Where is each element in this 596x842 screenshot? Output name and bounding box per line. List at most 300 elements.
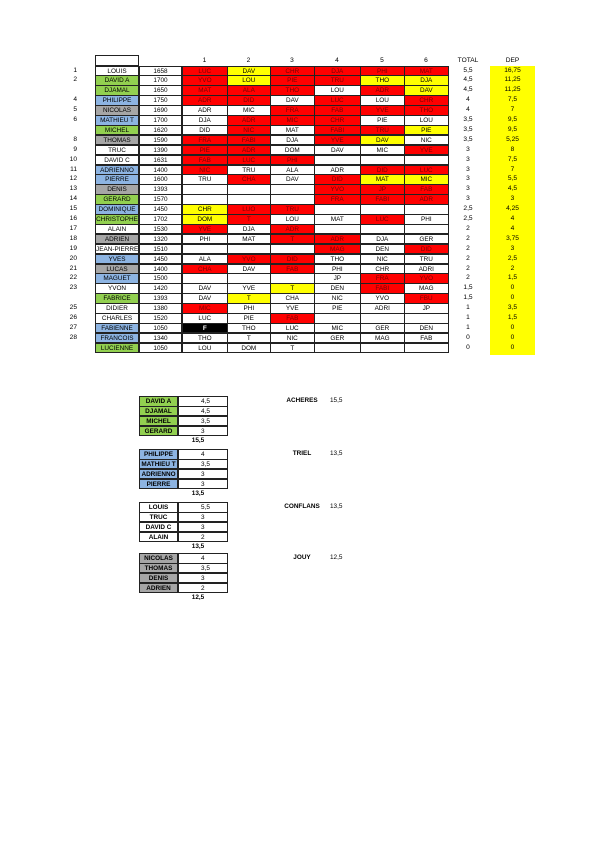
rank-number: 22 — [69, 274, 77, 282]
rank-number: 8 — [73, 135, 77, 143]
round-result — [404, 343, 449, 354]
dep-score: 4 — [510, 224, 515, 232]
round-header: 2 — [246, 56, 251, 64]
round-result: DAV — [404, 85, 449, 96]
rank-number: 19 — [69, 244, 77, 252]
round-result: ALA — [182, 254, 228, 265]
player-name: ALAIN — [95, 224, 139, 235]
dep-score: 1,5 — [507, 314, 518, 321]
rank-number: 6 — [73, 116, 77, 123]
round-result: FAB — [270, 264, 315, 275]
player-rating: 1320 — [139, 234, 182, 245]
player-name: FRANCOIS — [95, 333, 139, 344]
player-rating: 1340 — [139, 333, 182, 344]
team-member-name: DENIS — [139, 573, 178, 584]
round-result: F — [182, 323, 228, 334]
round-result: DJA — [182, 115, 228, 126]
total-points: 3,5 — [463, 125, 473, 133]
round-result: MAT — [404, 66, 449, 77]
rank-number: 28 — [69, 333, 77, 341]
dep-header: DEP — [505, 56, 520, 64]
team-member-score: 3,5 — [178, 459, 228, 470]
dep-score: 4,25 — [506, 205, 519, 213]
team-member-score: 3 — [178, 479, 228, 490]
round-result: TRU — [270, 204, 315, 215]
team-member-name: DAVID A — [139, 396, 178, 407]
player-name: DAVID C — [95, 155, 139, 166]
team-sum: 15,5 — [191, 437, 205, 445]
dep-score: 4,5 — [507, 185, 518, 193]
dep-score: 11,25 — [504, 76, 521, 84]
player-name: DOMINIQUE — [95, 204, 139, 215]
round-result: ADR — [270, 224, 315, 235]
round-result: MIC — [360, 145, 405, 156]
team-sum: 13,5 — [191, 543, 205, 551]
round-result: YVE — [360, 105, 405, 116]
team-member-score: 3 — [178, 469, 228, 480]
player-rating: 1380 — [139, 303, 182, 314]
player-rating: 1050 — [139, 343, 182, 354]
total-points: 2 — [466, 244, 470, 252]
team-member-name: ALAIN — [139, 532, 178, 543]
round-result: FABI — [314, 125, 361, 136]
player-rating: 1658 — [139, 66, 182, 77]
total-points: 3 — [466, 195, 470, 203]
round-result: DJA — [270, 135, 315, 146]
round-result: T — [227, 293, 271, 304]
team-member-score: 4,5 — [178, 396, 228, 407]
total-points: 1,5 — [463, 284, 473, 292]
round-result: DAV — [270, 95, 315, 106]
round-result: YVE — [314, 135, 361, 146]
player-rating: 1570 — [139, 194, 182, 205]
round-result: DJA — [360, 234, 405, 245]
rank-number: 25 — [69, 304, 77, 312]
team-member-score: 3,5 — [178, 563, 228, 574]
round-result: FRA — [270, 105, 315, 116]
round-result: YVO — [360, 293, 405, 304]
team-sum: 12,5 — [191, 594, 205, 602]
total-points: 3 — [466, 165, 470, 173]
round-result: T — [270, 343, 315, 354]
round-result: DAV — [360, 135, 405, 146]
player-rating: 1631 — [139, 155, 182, 166]
round-result: YVE — [227, 283, 271, 294]
rank-number: 21 — [69, 264, 77, 272]
team-member-name: MATHIEU T — [139, 459, 178, 470]
round-result: MAT — [227, 234, 271, 245]
team-member-name: ADRIEN — [139, 583, 178, 594]
round-result: ALA — [227, 85, 271, 96]
club-name: TRIEL — [292, 450, 312, 457]
round-result: NIC — [270, 333, 315, 344]
total-points: 4 — [466, 106, 470, 114]
round-result: THO — [270, 85, 315, 96]
round-result: MAG — [404, 283, 449, 294]
player-name: YVON — [95, 283, 139, 294]
total-points: 4,5 — [463, 76, 473, 84]
round-result: PHI — [270, 155, 315, 166]
player-name: CHRISTOPHE — [96, 216, 138, 223]
dep-score: 2,5 — [507, 254, 518, 262]
round-result: PIE — [182, 145, 228, 156]
dep-score: 4 — [510, 215, 515, 222]
round-result: CHR — [360, 264, 405, 275]
round-result: LOU — [404, 115, 449, 126]
total-points: 1 — [466, 323, 470, 331]
round-result: DEN — [314, 283, 361, 294]
round-result: PIE — [404, 125, 449, 136]
round-result: DID — [404, 244, 449, 255]
round-result: YVO — [314, 184, 361, 195]
player-name: GERARD — [95, 194, 139, 205]
dep-score: 2 — [510, 264, 515, 272]
rank-number: 10 — [69, 155, 77, 163]
round-result: YVE — [182, 224, 228, 235]
round-result: DID — [270, 254, 315, 265]
round-result: PIE — [314, 303, 361, 314]
round-result: FAB — [314, 105, 361, 116]
rank-number: 9 — [73, 145, 77, 153]
round-result: FBU — [404, 293, 449, 304]
team-member-name: PIERRE — [139, 479, 178, 490]
round-result: MAG — [314, 244, 361, 255]
round-result: ADRI — [404, 264, 449, 275]
rank-number: 16 — [69, 215, 77, 222]
player-rating: 1420 — [139, 283, 182, 294]
round-result: YVO — [227, 254, 271, 265]
player-rating: 1690 — [139, 105, 182, 116]
dep-score: 16,75 — [504, 66, 521, 74]
total-points: 3 — [466, 175, 470, 183]
round-result: FAB — [270, 313, 315, 324]
dep-score: 3 — [510, 244, 515, 252]
round-result: DEN — [404, 323, 449, 334]
team-member-score: 4,5 — [178, 406, 228, 417]
round-result: LUC — [404, 165, 449, 176]
total-points: 3,5 — [463, 135, 473, 143]
round-result: ADR — [314, 165, 361, 176]
round-result: CHA — [182, 264, 228, 275]
dep-score: 11,25 — [504, 86, 521, 94]
rank-number: 14 — [69, 195, 77, 203]
total-points: 4,5 — [463, 86, 473, 94]
round-result: PHI — [404, 214, 449, 225]
player-name: DJAMAL — [95, 85, 139, 96]
round-result: MAT — [360, 174, 405, 185]
dep-score: 7 — [510, 165, 515, 173]
total-points: 2,5 — [463, 215, 473, 222]
player-rating: 1590 — [139, 135, 182, 146]
round-result: GER — [404, 234, 449, 245]
round-result: NIC — [182, 165, 228, 176]
team-member-score: 4 — [178, 553, 228, 564]
player-rating: 1510 — [139, 244, 182, 255]
round-result: CHR — [182, 204, 228, 215]
rank-number: 17 — [69, 224, 77, 232]
round-result: ADR — [404, 194, 449, 205]
dep-score: 3 — [510, 195, 515, 203]
round-result: FRA — [360, 273, 405, 284]
dep-score: 3,5 — [507, 304, 518, 312]
player-name: MAGUET — [95, 273, 139, 284]
team-member-score: 3 — [178, 512, 228, 523]
player-rating: 1400 — [139, 264, 182, 275]
rank-number: 26 — [69, 314, 77, 321]
round-result: FRA — [314, 194, 361, 205]
round-result: LUC — [182, 313, 228, 324]
round-result: ADR — [314, 234, 361, 245]
round-result: DOM — [182, 214, 228, 225]
name-header-box — [95, 55, 139, 66]
round-result: LOU — [314, 85, 361, 96]
player-name: CHARLES — [95, 313, 139, 324]
dep-score: 7 — [510, 106, 515, 114]
total-points: 0 — [466, 343, 470, 351]
total-points: 2 — [466, 264, 470, 272]
total-points: 2 — [466, 234, 470, 242]
round-result: YVO — [404, 273, 449, 284]
round-result: LUC — [227, 155, 271, 166]
round-result: FRA — [182, 135, 228, 146]
rank-number: 13 — [69, 185, 77, 193]
team-member-name: ADRIENNO — [139, 469, 178, 480]
total-points: 5,5 — [463, 66, 473, 74]
player-rating: 1620 — [139, 125, 182, 136]
player-name: NICOLAS — [95, 105, 139, 116]
player-rating: 1050 — [139, 323, 182, 334]
rank-number: 27 — [69, 323, 77, 331]
round-result: MIC — [182, 303, 228, 314]
round-result: FABI — [227, 135, 271, 146]
rank-number: 20 — [69, 254, 77, 262]
dep-score: 5,25 — [506, 135, 519, 143]
round-result: MAT — [182, 85, 228, 96]
round-result: ADR — [360, 85, 405, 96]
round-result: THO — [314, 254, 361, 265]
player-rating: 1400 — [139, 165, 182, 176]
round-result: JP — [360, 184, 405, 195]
team-member-name: TRUC — [139, 512, 178, 523]
round-result: THO — [360, 75, 405, 86]
team-member-score: 3 — [178, 573, 228, 584]
team-member-name: THOMAS — [139, 563, 178, 574]
round-result: ALA — [270, 165, 315, 176]
round-result: CHA — [270, 293, 315, 304]
total-header: TOTAL — [457, 56, 479, 64]
round-result: NIC — [404, 135, 449, 146]
player-rating: 1500 — [139, 273, 182, 284]
player-rating: 1600 — [139, 174, 182, 185]
round-header: 5 — [380, 56, 384, 64]
round-result: T — [227, 333, 271, 344]
round-result: CHR — [404, 95, 449, 106]
round-result: TRU — [360, 125, 405, 136]
rank-number: 4 — [73, 96, 77, 104]
team-member-name: GERARD — [139, 426, 178, 437]
rank-number: 18 — [69, 234, 77, 242]
round-result: LOU — [360, 95, 405, 106]
player-name: PHILIPPE — [95, 95, 139, 106]
round-result: DAV — [182, 283, 228, 294]
round-result: THO — [182, 333, 228, 344]
club-name: JOUY — [293, 554, 311, 561]
round-result: MIC — [227, 105, 271, 116]
round-result: PIE — [270, 75, 315, 86]
round-header: 6 — [424, 56, 428, 64]
total-points: 2 — [466, 254, 470, 262]
round-result: MAT — [314, 214, 361, 225]
dep-score: 8 — [510, 145, 515, 153]
round-result: NIC — [227, 125, 271, 136]
round-result: CHR — [314, 115, 361, 126]
round-result: DEN — [360, 244, 405, 255]
rank-number: 5 — [73, 106, 77, 114]
player-name: JEAN-PIERRE — [96, 245, 139, 253]
round-result: PHI — [314, 264, 361, 275]
team-member-name: NICOLAS — [139, 553, 178, 564]
round-header: 1 — [202, 56, 207, 64]
round-result — [360, 343, 405, 354]
round-result: LUC — [360, 214, 405, 225]
round-result: MAG — [360, 333, 405, 344]
round-result: T — [270, 283, 315, 294]
player-rating: 1530 — [139, 224, 182, 235]
round-result: TRU — [227, 165, 271, 176]
round-result: CHR — [270, 66, 315, 77]
round-result: DAV — [270, 174, 315, 185]
round-header: 3 — [290, 56, 294, 64]
player-rating: 1650 — [139, 85, 182, 96]
round-result: PHI — [182, 234, 228, 245]
round-result: ADR — [227, 115, 271, 126]
club-total: 13,5 — [330, 450, 343, 457]
player-rating: 1520 — [139, 313, 182, 324]
round-result: ADR — [227, 145, 271, 156]
team-sum: 13,5 — [191, 490, 205, 498]
round-result: PHI — [360, 66, 405, 77]
round-result: LUO — [227, 204, 271, 215]
round-result: THO — [227, 323, 271, 334]
club-total: 15,5 — [330, 397, 343, 404]
player-name: THOMAS — [95, 135, 139, 146]
round-result: LOU — [270, 214, 315, 225]
player-name: FABRICE — [95, 293, 139, 304]
rank-number: 11 — [70, 165, 77, 173]
total-points: 3 — [466, 185, 470, 193]
round-result: ADRI — [360, 303, 405, 314]
round-result: DID — [360, 165, 405, 176]
round-result: YVE — [270, 303, 315, 314]
round-header: 4 — [335, 56, 339, 64]
player-name: FABIENNE — [95, 323, 139, 334]
round-result: LUC — [182, 66, 228, 77]
round-result: MIC — [270, 115, 315, 126]
round-result: DOM — [270, 145, 315, 156]
player-name: ADRIENNO — [95, 165, 139, 176]
club-name: CONFLANS — [284, 503, 320, 510]
round-result: FAB — [404, 333, 449, 344]
total-points: 1 — [466, 314, 470, 321]
total-points: 3 — [466, 145, 470, 153]
round-result: ADR — [182, 105, 228, 116]
team-member-name: MICHEL — [139, 416, 178, 427]
player-rating: 1393 — [139, 293, 182, 304]
round-result: DJA — [404, 75, 449, 86]
round-result: T — [270, 234, 315, 245]
dep-score: 0 — [510, 323, 515, 331]
total-points: 4 — [466, 96, 470, 104]
round-result: FABI — [360, 194, 405, 205]
round-result: DID — [182, 125, 228, 136]
round-result: LOU — [182, 343, 228, 354]
total-points: 1,5 — [463, 294, 473, 302]
player-name: DENIS — [95, 184, 139, 195]
round-result: JP — [314, 273, 361, 284]
team-member-score: 2 — [178, 532, 228, 543]
player-rating: 1450 — [139, 204, 182, 215]
round-result: TRU — [404, 254, 449, 265]
club-total: 13,5 — [330, 503, 343, 510]
dep-score: 1,5 — [507, 274, 518, 282]
round-result: MAT — [270, 125, 315, 136]
team-member-score: 3 — [178, 522, 228, 533]
dep-score: 7,5 — [507, 96, 518, 104]
round-result: THO — [404, 105, 449, 116]
dep-score: 9,5 — [507, 125, 518, 133]
round-result: NIC — [360, 254, 405, 265]
round-result: JP — [404, 303, 449, 314]
round-result: DJA — [314, 66, 361, 77]
player-name: ADRIEN — [95, 234, 139, 245]
dep-score: 9,5 — [507, 116, 518, 123]
round-result: DJA — [227, 224, 271, 235]
total-points: 3,5 — [463, 116, 473, 123]
dep-score: 0 — [510, 333, 515, 341]
total-points: 3 — [466, 155, 470, 163]
round-result: GER — [314, 333, 361, 344]
round-result: NIC — [314, 293, 361, 304]
dep-score: 0 — [510, 284, 515, 292]
player-rating: 1393 — [139, 184, 182, 195]
player-rating: 1702 — [139, 214, 182, 225]
player-name: PIERRE — [95, 174, 139, 185]
round-result: DAV — [227, 264, 271, 275]
player-name: MATHIEU T — [95, 115, 139, 126]
round-result: MIC — [404, 174, 449, 185]
player-rating: 1700 — [139, 75, 182, 86]
round-result — [314, 343, 361, 354]
player-name: TRUC — [95, 145, 139, 156]
round-result: TRU — [182, 174, 228, 185]
team-member-name: DJAMAL — [139, 406, 178, 417]
rank-number: 12 — [69, 175, 77, 183]
round-result: DOM — [227, 343, 271, 354]
dep-score: 7,5 — [507, 155, 518, 163]
team-member-name: PHILIPPE — [139, 449, 178, 460]
player-rating: 1700 — [139, 115, 182, 126]
total-points: 2 — [466, 274, 470, 282]
total-points: 2 — [466, 224, 470, 232]
dep-score: 3,75 — [506, 234, 519, 242]
round-result: YVE — [404, 145, 449, 156]
dep-score: 5,5 — [507, 175, 518, 183]
player-rating: 1450 — [139, 254, 182, 265]
player-name: DIDIER — [95, 303, 139, 314]
round-result: FABI — [360, 283, 405, 294]
player-name: MICHEL — [95, 125, 139, 136]
player-rating: 1750 — [139, 95, 182, 106]
